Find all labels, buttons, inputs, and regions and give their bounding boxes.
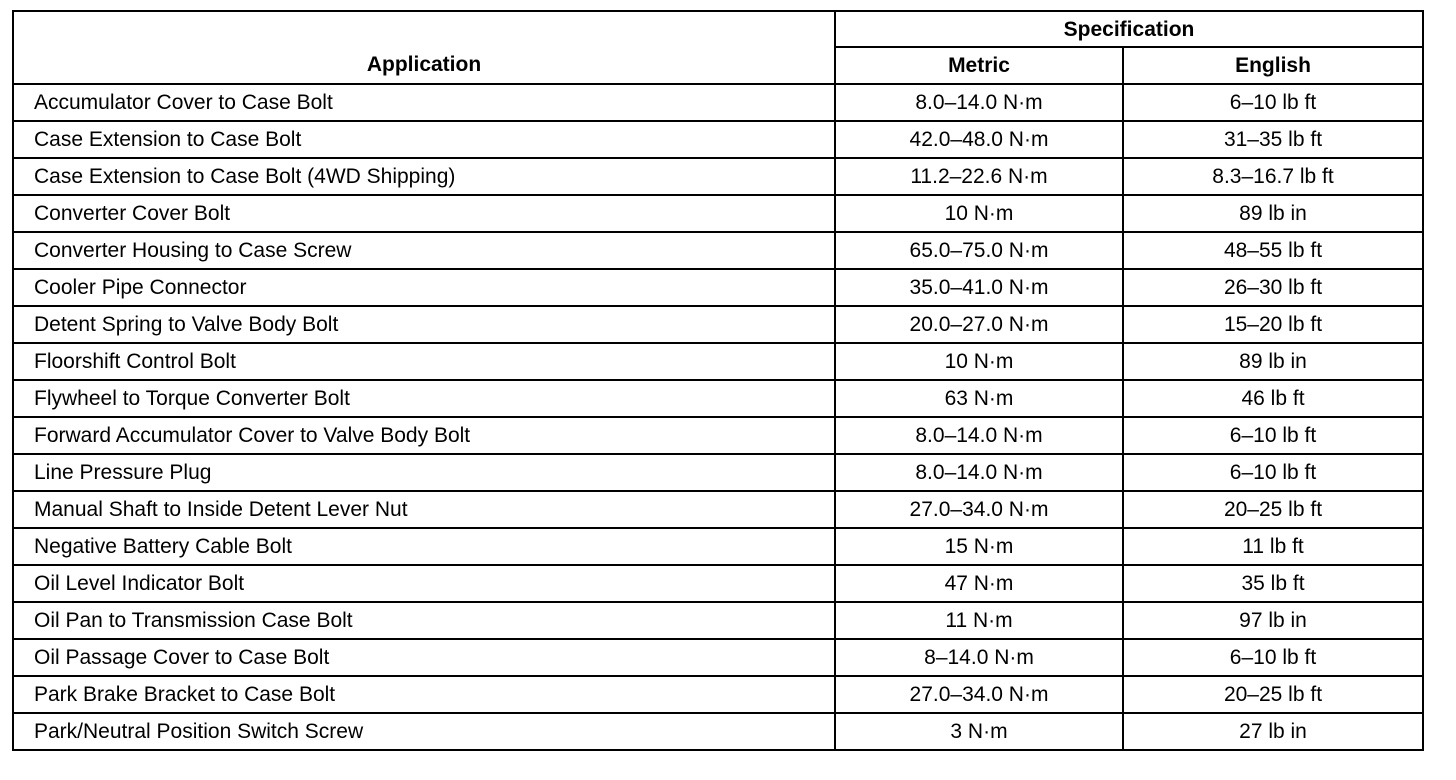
- table-row: [13, 232, 1423, 269]
- table-row: [13, 121, 1423, 158]
- cell-english: 89 lb in: [1123, 195, 1423, 232]
- cell-application: Detent Spring to Valve Body Bolt: [13, 306, 835, 343]
- cell-english: 11 lb ft: [1123, 528, 1423, 565]
- table-row: [13, 639, 1423, 676]
- cell-metric: 15 N·m: [835, 528, 1123, 565]
- cell-application: Line Pressure Plug: [13, 454, 835, 491]
- cell-application: Case Extension to Case Bolt (4WD Shipping): [13, 158, 835, 195]
- table-row: [13, 676, 1423, 713]
- cell-english: 6–10 lb ft: [1123, 639, 1423, 676]
- cell-english: 31–35 lb ft: [1123, 121, 1423, 158]
- cell-english: 35 lb ft: [1123, 565, 1423, 602]
- table-row: [13, 713, 1423, 750]
- cell-english: 27 lb in: [1123, 713, 1423, 750]
- cell-english: 20–25 lb ft: [1123, 676, 1423, 713]
- cell-english: 46 lb ft: [1123, 380, 1423, 417]
- cell-english: 6–10 lb ft: [1123, 84, 1423, 121]
- cell-english: 8.3–16.7 lb ft: [1123, 158, 1423, 195]
- header-application: Application: [13, 11, 835, 84]
- cell-metric: 35.0–41.0 N·m: [835, 269, 1123, 306]
- cell-metric: 3 N·m: [835, 713, 1123, 750]
- header-specification: Specification: [835, 11, 1423, 47]
- cell-application: Flywheel to Torque Converter Bolt: [13, 380, 835, 417]
- cell-metric: 20.0–27.0 N·m: [835, 306, 1123, 343]
- table-row: [13, 343, 1423, 380]
- cell-application: Cooler Pipe Connector: [13, 269, 835, 306]
- cell-application: Converter Housing to Case Screw: [13, 232, 835, 269]
- table-header: [13, 11, 1423, 84]
- cell-metric: 42.0–48.0 N·m: [835, 121, 1123, 158]
- cell-application: Oil Pan to Transmission Case Bolt: [13, 602, 835, 639]
- cell-application: Accumulator Cover to Case Bolt: [13, 84, 835, 121]
- table-row: [13, 528, 1423, 565]
- table-row: [13, 158, 1423, 195]
- cell-application: Converter Cover Bolt: [13, 195, 835, 232]
- specification-table: [12, 10, 1424, 751]
- cell-metric: 10 N·m: [835, 343, 1123, 380]
- cell-application: Oil Passage Cover to Case Bolt: [13, 639, 835, 676]
- cell-english: 6–10 lb ft: [1123, 454, 1423, 491]
- cell-application: Park/Neutral Position Switch Screw: [13, 713, 835, 750]
- cell-metric: 27.0–34.0 N·m: [835, 676, 1123, 713]
- cell-application: Negative Battery Cable Bolt: [13, 528, 835, 565]
- header-metric: Metric: [835, 47, 1123, 84]
- cell-application: Manual Shaft to Inside Detent Lever Nut: [13, 491, 835, 528]
- cell-metric: 11.2–22.6 N·m: [835, 158, 1123, 195]
- table-row: [13, 417, 1423, 454]
- cell-metric: 47 N·m: [835, 565, 1123, 602]
- table-row: [13, 602, 1423, 639]
- table-row: [13, 306, 1423, 343]
- cell-application: Forward Accumulator Cover to Valve Body Bolt: [13, 417, 835, 454]
- cell-application: Case Extension to Case Bolt: [13, 121, 835, 158]
- cell-application: Oil Level Indicator Bolt: [13, 565, 835, 602]
- cell-metric: 8.0–14.0 N·m: [835, 417, 1123, 454]
- cell-english: 89 lb in: [1123, 343, 1423, 380]
- table-row: [13, 491, 1423, 528]
- cell-metric: 63 N·m: [835, 380, 1123, 417]
- cell-metric: 65.0–75.0 N·m: [835, 232, 1123, 269]
- cell-metric: 11 N·m: [835, 602, 1123, 639]
- cell-english: 20–25 lb ft: [1123, 491, 1423, 528]
- cell-metric: 8.0–14.0 N·m: [835, 84, 1123, 121]
- cell-metric: 27.0–34.0 N·m: [835, 491, 1123, 528]
- table-row: [13, 380, 1423, 417]
- cell-metric: 10 N·m: [835, 195, 1123, 232]
- cell-application: Floorshift Control Bolt: [13, 343, 835, 380]
- table-row: [13, 454, 1423, 491]
- cell-english: 48–55 lb ft: [1123, 232, 1423, 269]
- cell-english: 15–20 lb ft: [1123, 306, 1423, 343]
- cell-metric: 8–14.0 N·m: [835, 639, 1123, 676]
- table-row: [13, 195, 1423, 232]
- cell-english: 26–30 lb ft: [1123, 269, 1423, 306]
- table-row: [13, 565, 1423, 602]
- table-body: [13, 84, 1423, 750]
- cell-english: 97 lb in: [1123, 602, 1423, 639]
- table-row: [13, 84, 1423, 121]
- cell-english: 6–10 lb ft: [1123, 417, 1423, 454]
- cell-metric: 8.0–14.0 N·m: [835, 454, 1123, 491]
- cell-application: Park Brake Bracket to Case Bolt: [13, 676, 835, 713]
- header-english: English: [1123, 47, 1423, 84]
- table-row: [13, 269, 1423, 306]
- header-row-group: [13, 11, 1423, 47]
